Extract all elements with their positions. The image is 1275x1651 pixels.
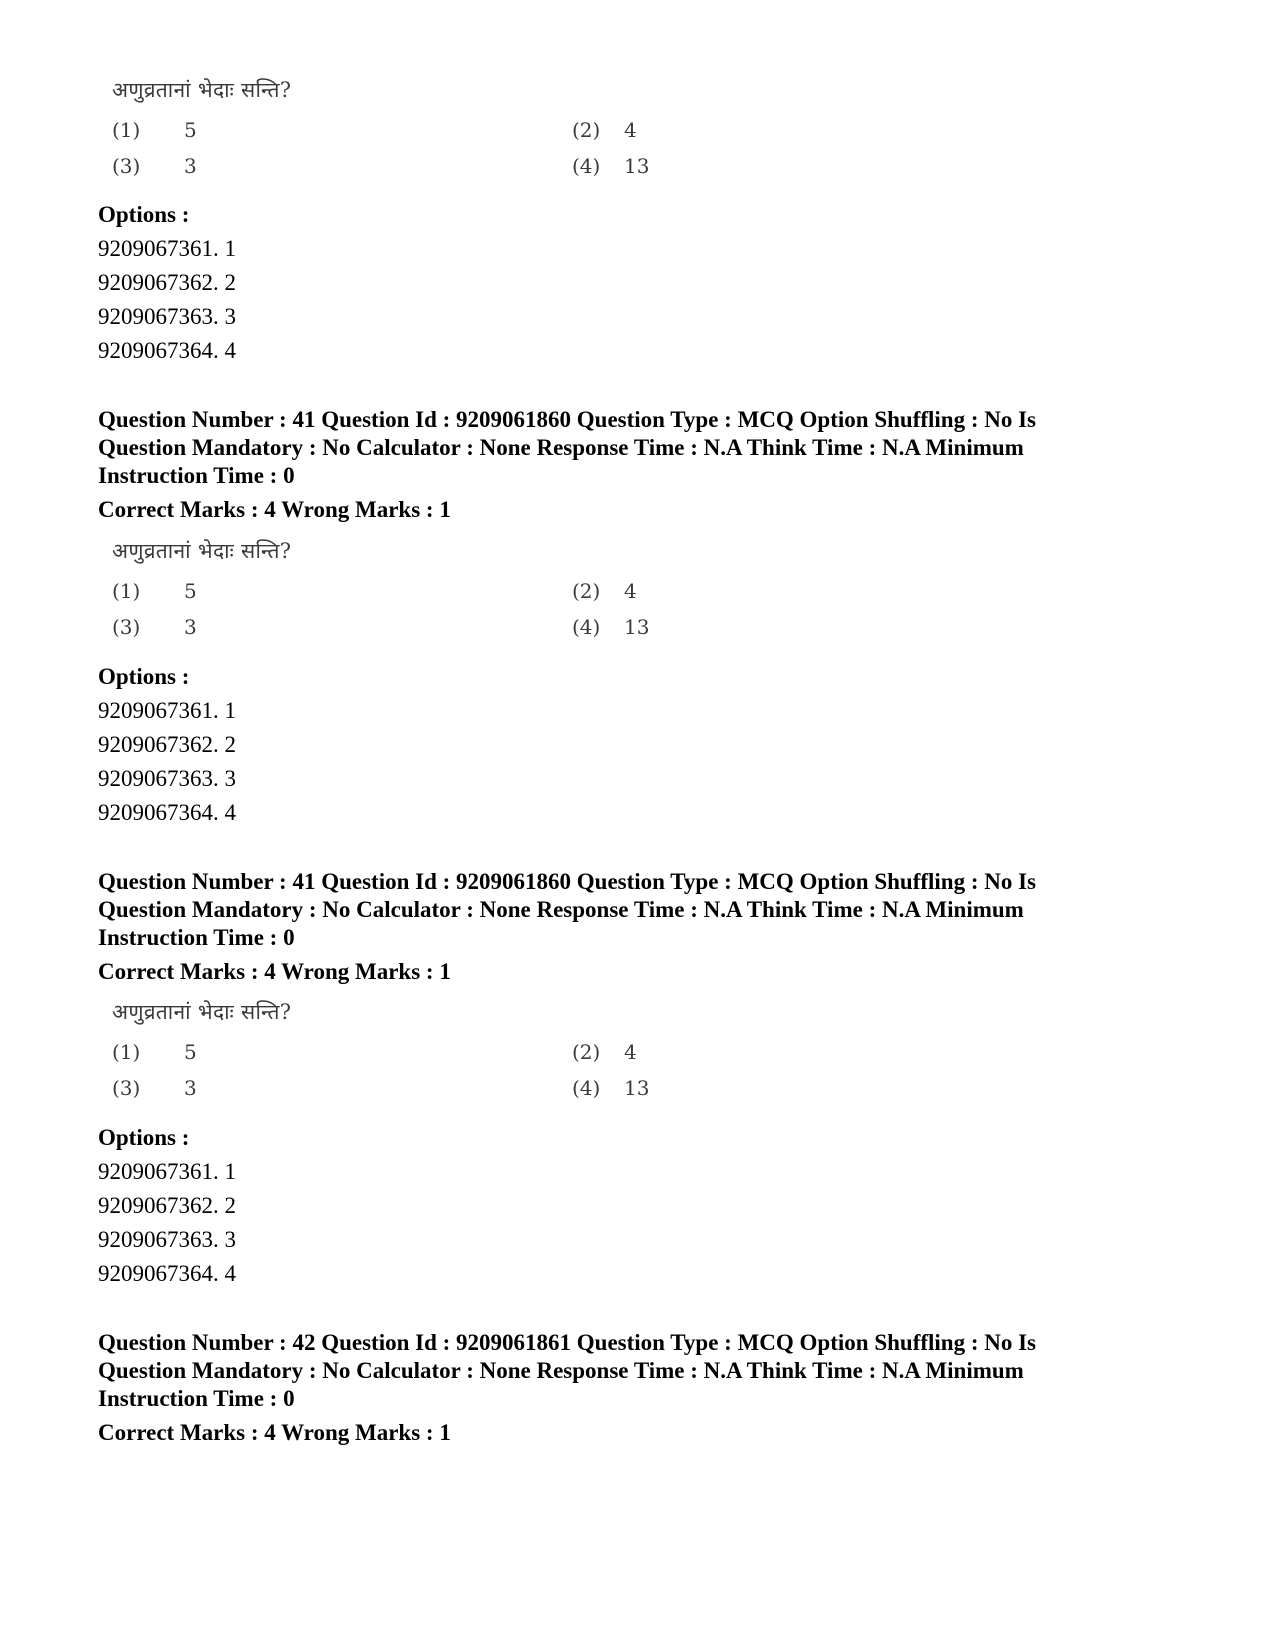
choice-3: (3) 3	[112, 154, 197, 178]
choice-3: (3) 3	[112, 615, 197, 639]
option-item: 9209067363. 3	[98, 304, 236, 329]
question-image	[98, 537, 658, 647]
choice-2: (2) 4	[572, 579, 637, 603]
choice-4: (4) 13	[572, 154, 650, 178]
meta-line: Instruction Time : 0	[98, 925, 295, 950]
choice-1: (1) 5	[112, 118, 197, 142]
meta-line: Question Mandatory : No Calculator : None Response Time : N.A Think Time : N.A Minimum	[98, 897, 1024, 922]
meta-line: Instruction Time : 0	[98, 1386, 295, 1411]
question-meta	[98, 1329, 1198, 1447]
meta-line: Question Number : 42 Question Id : 9209061861 Question Type : MCQ Option Shuffling : No Is	[98, 1330, 1037, 1355]
options-list	[98, 198, 236, 368]
choice-1: (1) 5	[112, 1040, 197, 1064]
question-text: अणुव्रतानां भेदाः सन्ति?	[112, 1000, 292, 1024]
marks-line: Correct Marks : 4 Wrong Marks : 1	[98, 1420, 451, 1445]
choice-4: (4) 13	[572, 615, 650, 639]
option-item: 9209067361. 1	[98, 1159, 236, 1184]
option-item: 9209067362. 2	[98, 270, 236, 295]
options-label: Options :	[98, 1125, 190, 1150]
question-meta	[98, 868, 1198, 986]
question-image	[98, 76, 658, 186]
option-item: 9209067362. 2	[98, 1193, 236, 1218]
meta-line: Question Number : 41 Question Id : 9209061860 Question Type : MCQ Option Shuffling : No Is	[98, 869, 1037, 894]
option-item: 9209067361. 1	[98, 698, 236, 723]
meta-line: Question Mandatory : No Calculator : None Response Time : N.A Think Time : N.A Minimum	[98, 1358, 1024, 1383]
option-item: 9209067364. 4	[98, 1261, 236, 1286]
choice-2: (2) 4	[572, 118, 637, 142]
options-list	[98, 660, 236, 830]
options-label: Options :	[98, 202, 190, 227]
meta-line: Instruction Time : 0	[98, 463, 295, 488]
options-list	[98, 1121, 236, 1291]
question-image	[98, 998, 658, 1108]
question-text: अणुव्रतानां भेदाः सन्ति?	[112, 539, 292, 563]
choice-4: (4) 13	[572, 1076, 650, 1100]
option-item: 9209067362. 2	[98, 732, 236, 757]
choice-2: (2) 4	[572, 1040, 637, 1064]
options-label: Options :	[98, 664, 190, 689]
meta-line: Question Number : 41 Question Id : 9209061860 Question Type : MCQ Option Shuffling : No Is	[98, 407, 1037, 432]
meta-line: Question Mandatory : No Calculator : None Response Time : N.A Think Time : N.A Minimum	[98, 435, 1024, 460]
option-item: 9209067364. 4	[98, 338, 236, 363]
option-item: 9209067364. 4	[98, 800, 236, 825]
choice-3: (3) 3	[112, 1076, 197, 1100]
option-item: 9209067361. 1	[98, 236, 236, 261]
option-item: 9209067363. 3	[98, 766, 236, 791]
marks-line: Correct Marks : 4 Wrong Marks : 1	[98, 959, 451, 984]
question-meta	[98, 406, 1198, 524]
option-item: 9209067363. 3	[98, 1227, 236, 1252]
question-text: अणुव्रतानां भेदाः सन्ति?	[112, 78, 292, 102]
marks-line: Correct Marks : 4 Wrong Marks : 1	[98, 497, 451, 522]
choice-1: (1) 5	[112, 579, 197, 603]
